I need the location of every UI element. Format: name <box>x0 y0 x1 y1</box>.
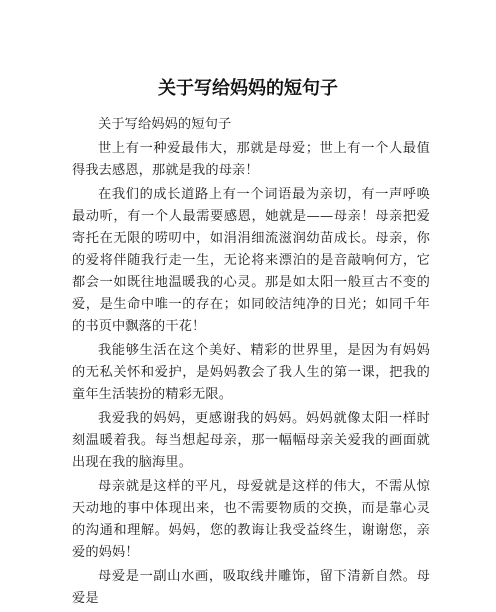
paragraph-6: 母亲就是这样的平凡，母爱就是这样的伟大，不需从惊天动地的事中体现出来，也不需要物质的交换，而是靠心灵的沟通和理解。妈妈，您的教诲让我受益终生，谢谢您，亲爱的妈妈！ <box>72 479 430 560</box>
paragraph-7: 母爱是一副山水画，吸取线井雕饰，留下清新自然。母爱是 <box>72 569 430 606</box>
paragraph-5: 我爱我的妈妈，更感谢我的妈妈。妈妈就像太阳一样时刻温暖着我。每当想起母亲，那一幅幅母亲关爱我的画面就出现在我的脑海里。 <box>72 411 430 470</box>
paragraph-3: 在我们的成长道路上有一个词语最为亲切，有一声呼唤最动听，有一个人最需要感恩，她就是——母亲！母亲把爱寄托在无限的唠叨中，如涓涓细流滋润幼苗成长。母亲，你的爱将伴随我行走一生，无论将来漂泊的是音敲响何方，它都会一如既往地温暖我的心灵。那是如太阳一般亘古不变的爱，是生命中唯一的存在；如同皎洁纯净的日光；如同千年的书页中飘落的干花！ <box>72 187 430 334</box>
page-title: 关于写给妈妈的短句子 <box>158 78 338 99</box>
paragraph-4: 我能够生活在这个美好、精彩的世界里，是因为有妈妈的无私关怀和爱护，是妈妈教会了我人生的第一课，把我的童年生活装扮的精彩无限。 <box>72 343 430 402</box>
paragraph-2: 世上有一种爱最伟大，那就是母爱；世上有一个人最值得我去感恩，那就是我的母亲！ <box>72 141 430 178</box>
paragraph-1: 关于写给妈妈的短句子 <box>98 117 232 132</box>
article-body <box>72 114 430 612</box>
